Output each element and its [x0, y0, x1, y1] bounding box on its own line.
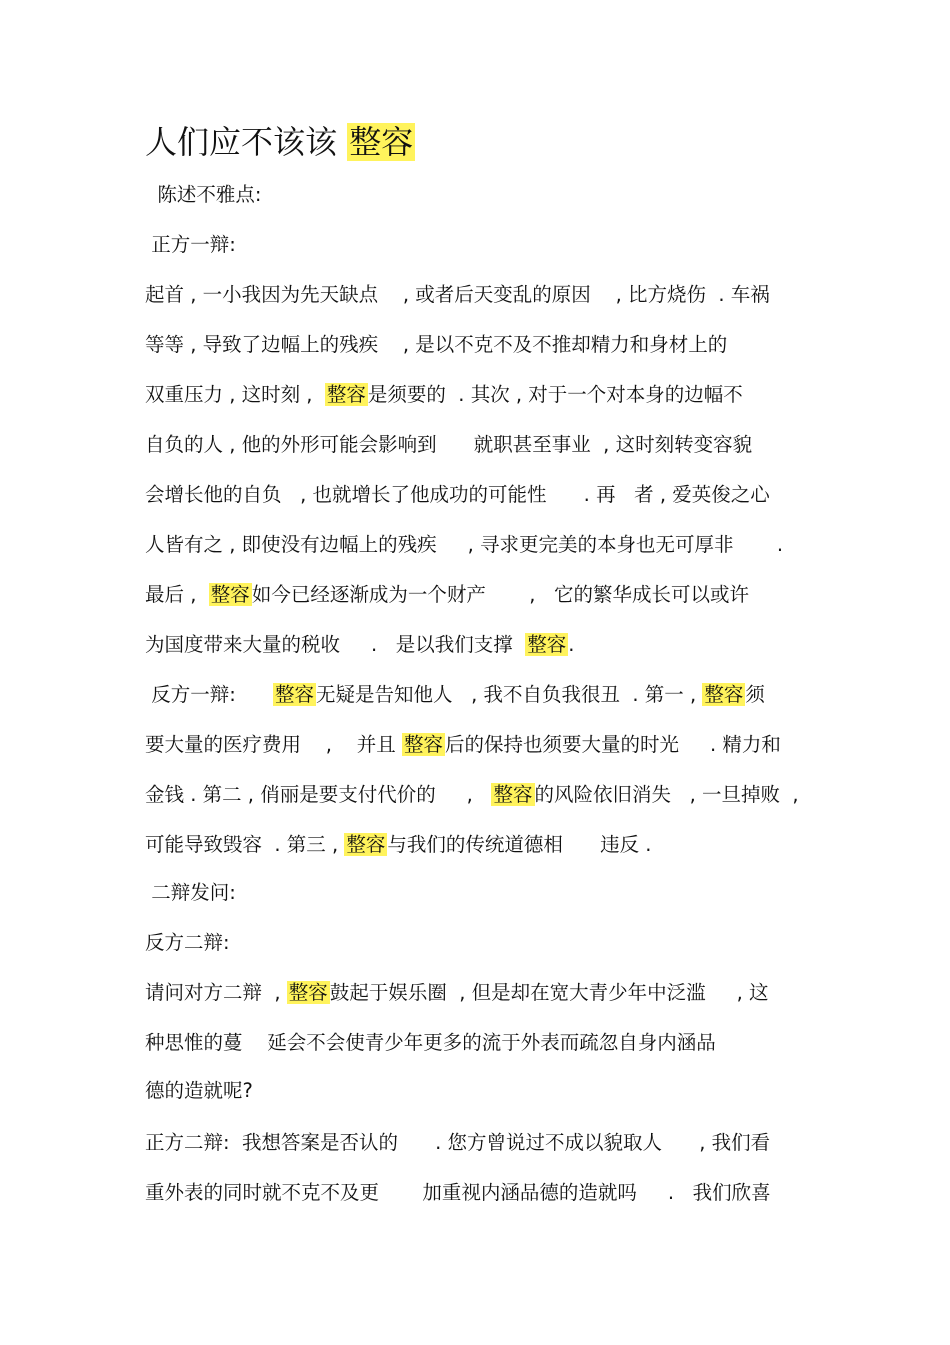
text-line [145, 680, 765, 710]
text-line [145, 330, 727, 360]
text-segment: 最后 , [145, 583, 209, 606]
text-segment: 的风险依旧消失 , 一旦掉败 , [534, 783, 799, 806]
highlighted-term: 整容 [326, 383, 366, 406]
text-segment: 二辩发问: [145, 881, 236, 904]
text-segment: 要大量的医疗费用 , 并且 [145, 733, 402, 756]
text-line [145, 1076, 253, 1106]
text-segment: 德的造就呢? [145, 1079, 253, 1102]
text-line [145, 928, 230, 958]
text-line [145, 530, 783, 560]
text-line [145, 1128, 770, 1158]
text-segment: 重外表的同时就不克不及更 加重视内涵品德的造就吗 . 我们欣喜 [145, 1181, 771, 1204]
highlighted-term: 整容 [527, 633, 567, 656]
document-title [145, 118, 415, 166]
text-segment: 反方一辩: [145, 683, 273, 706]
text-segment: 与我们的传统道德相 违反 . [387, 833, 652, 856]
highlighted-term: 整容 [704, 683, 744, 706]
text-segment: 双重压力 , 这时刻 , [145, 383, 325, 406]
text-segment: . [568, 633, 575, 656]
text-segment: 可能导致毁容 . 第三 , [145, 833, 345, 856]
highlighted-term: 整容 [346, 833, 386, 856]
text-segment: 陈述不雅点: [145, 183, 262, 206]
text-line [145, 380, 743, 410]
highlighted-term: 整容 [288, 981, 328, 1004]
text-line [145, 1178, 771, 1208]
text-segment: 起首 , 一小我因为先天缺点 , 或者后天变乱的原因 , 比方烧伤 . 车祸 [145, 283, 770, 306]
text-segment: 人皆有之 , 即使没有边幅上的残疾 , 寻求更完美的本身也无可厚非 . [145, 533, 784, 556]
text-segment: 会增长他的自负 , 也就增长了他成功的可能性 . 再 者 , 爱英俊之心 [145, 483, 770, 506]
text-line [145, 878, 236, 908]
text-segment: 种思惟的蔓 延会不会使青少年更多的流于外表而疏忽自身内涵品 [145, 1031, 716, 1054]
text-segment: 鼓起于娱乐圈 , 但是却在宽大青少年中泛滥 , 这 [329, 981, 769, 1004]
text-line [145, 580, 749, 610]
text-line [145, 630, 574, 660]
text-segment: 如今已经逐渐成为一个财产 , 它的繁华成长可以或许 [251, 583, 749, 606]
text-segment: 正方一辩: [145, 233, 236, 256]
text-line [145, 1028, 716, 1058]
text-line [145, 230, 236, 260]
highlighted-term: 整容 [210, 583, 250, 606]
text-segment: 是须要的 . 其次 , 对于一个对本身的边幅不 [367, 383, 743, 406]
text-line [145, 180, 261, 210]
text-line [145, 480, 770, 510]
highlighted-term: 整容 [404, 733, 444, 756]
highlighted-term: 整容 [493, 783, 533, 806]
text-segment: 为国度带来大量的税收 . 是以我们支撑 [145, 633, 526, 656]
text-segment: 自负的人 , 他的外形可能会影响到 就职甚至事业 , 这时刻转变容貌 [145, 433, 753, 456]
text-line [145, 730, 781, 760]
text-line [145, 978, 769, 1008]
text-line [145, 830, 652, 860]
title-highlight: 整容 [349, 123, 414, 161]
text-line [145, 430, 752, 460]
text-segment: 无疑是告知他人 , 我不自负我很丑 . 第一 , [315, 683, 703, 706]
text-segment: 后的保持也须要大量的时光 . 精力和 [445, 733, 781, 756]
highlighted-term: 整容 [274, 683, 314, 706]
title-text: 人们应不该该 [145, 123, 348, 161]
text-segment: 须 [745, 683, 765, 706]
text-segment: 反方二辩: [145, 931, 230, 954]
text-line [145, 780, 799, 810]
text-segment: 正方二辩: 我想答案是否认的 . 您方曾说过不成以貌取人 , 我们看 [145, 1131, 771, 1154]
text-line [145, 280, 770, 310]
text-segment: 等等 , 导致了边幅上的残疾 , 是以不克不及不推却精力和身材上的 [145, 333, 728, 356]
text-segment: 金钱 . 第二 , 俏丽是要支付代价的 , [145, 783, 492, 806]
text-segment: 请问对方二辩 , [145, 981, 287, 1004]
